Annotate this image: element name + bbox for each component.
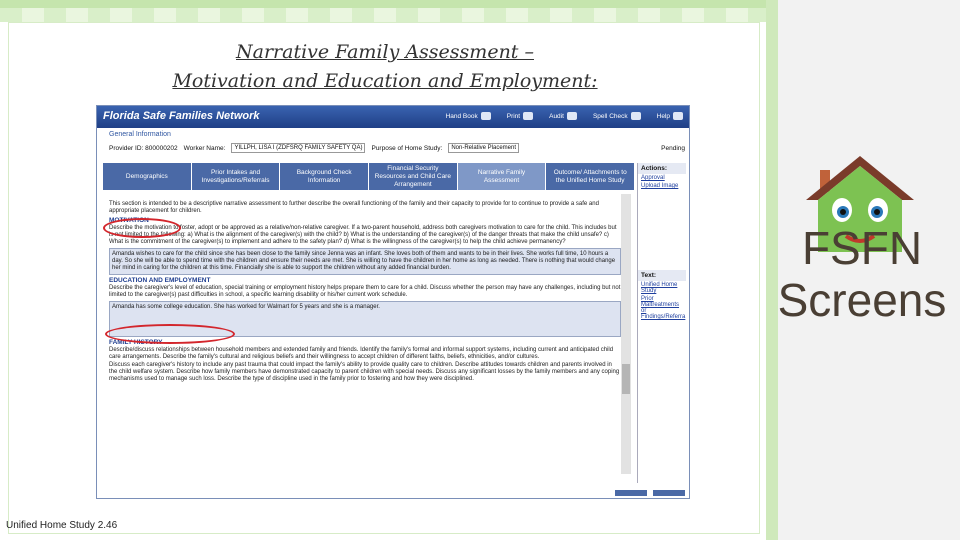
motivation-title: MOTIVATION xyxy=(109,217,149,224)
app-header xyxy=(97,106,689,128)
book-icon xyxy=(481,112,491,120)
tab-background-check[interactable]: Background Check Information xyxy=(280,163,369,190)
help-icon xyxy=(673,112,683,120)
app-toolbar xyxy=(446,112,683,120)
top-pattern xyxy=(0,8,766,22)
education-prompt: Describe the caregiver's level of education, special training or employment history helps prepare them to care for a child. Discuss whether the person may have any challenges, including but not limited to the caregiver(s) past difficulties in school, a specific learning disability or his/her current work schedule. xyxy=(109,285,621,298)
tab-bar xyxy=(103,163,635,190)
tab-demographics[interactable]: Demographics xyxy=(103,163,192,190)
status-text: Pending xyxy=(661,144,685,152)
top-border xyxy=(0,0,766,8)
purpose-select[interactable]: Non-Relative Placement xyxy=(448,143,519,153)
text-heading: Text: xyxy=(638,270,686,281)
toolbar-spell-check[interactable]: Spell Check xyxy=(593,112,641,120)
actions-heading: Actions: xyxy=(638,163,686,174)
slide-footer: Unified Home Study 2.46 xyxy=(6,520,118,531)
bottom-buttons xyxy=(615,490,685,496)
provider-id: Provider ID: 800000202 xyxy=(109,144,178,152)
toolbar-help[interactable]: Help xyxy=(657,112,683,120)
tab-outcome-attachments[interactable]: Outcome/ Attachments to the Unified Home Study xyxy=(546,163,635,190)
fsfn-app-screenshot xyxy=(96,105,690,499)
actions-panel xyxy=(637,163,686,483)
tab-narrative-family-assessment[interactable]: Narrative Family Assessment xyxy=(458,163,547,190)
fsfn-screens-label: FSFN Screens xyxy=(777,222,947,326)
scrollbar-thumb[interactable] xyxy=(622,364,630,394)
spell-check-icon xyxy=(631,112,641,120)
bottom-button-2[interactable] xyxy=(653,490,685,496)
education-answer-textarea[interactable]: Amanda has some college education. She has worked for Walmart for 5 years and she is a manager. xyxy=(109,301,621,337)
worker-label: Worker Name: xyxy=(183,144,226,152)
family-history-prompt: Describe/discuss relationships between household members and extended family and friends. Identify the family's formal and informal support systems, including current and anticipated child care arrangements. Describe the family's cultural and religious beliefs and their willingness to accept children of different faiths, beliefs, ethnicities, and/or cultures. xyxy=(109,347,614,360)
unified-home-study-link[interactable]: Unified Home Study xyxy=(641,282,678,294)
general-info-heading: General Information xyxy=(109,131,171,138)
app-brand: Florida Safe Families Network xyxy=(103,110,260,122)
general-info-row xyxy=(109,143,685,153)
toolbar-handbook[interactable]: Hand Book xyxy=(446,112,491,120)
toolbar-audit[interactable]: Audit xyxy=(549,112,577,120)
approval-link[interactable]: Approval xyxy=(641,175,665,181)
family-history-prompt-2: Discuss each caregiver's history to include any past trauma that could impact the family's ability to provide quality care to children. Describe attitudes towards children and parents involved in the child welfare system. Describe how family members have demonstrated capacity to parent children with special needs. Discuss any significant losses by the family members and any coping mechanisms used to manage such loss. Describe the type of discipline used in the family prior to fostering and how they were disciplined. xyxy=(109,362,620,382)
bottom-button-1[interactable] xyxy=(615,490,647,496)
motivation-answer-textarea[interactable]: Amanda wishes to care for the child since she has been close to the family since Jenna was an infant. She loves both of them and wants to be in their lives. She works full time, 10 hours a day. So she will be able to spend time with the children and ensure their needs are met. She is willing to have the children in her home as long as needed. There is nothing that would change her mind in caring for the children at this time. Financially she is able to support the children without any added financial burden. xyxy=(109,248,621,275)
toolbar-print[interactable]: Print xyxy=(507,112,533,120)
intro-text: This section is intended to be a descriptive narrative assessment to further describe the overall functioning of the family and their capacity to provide for to continue to provide a safe and appropriate placement for children. xyxy=(109,201,599,214)
printer-icon xyxy=(523,112,533,120)
content-scrollbar[interactable] xyxy=(621,194,631,474)
audit-icon xyxy=(567,112,577,120)
tab-financial-security[interactable]: Financial Security Resources and Child Care Arrangement xyxy=(369,163,458,190)
slide-title: Narrative Family Assessment – Motivation and Education and Employment: xyxy=(172,41,598,92)
education-title: EDUCATION AND EMPLOYMENT xyxy=(109,277,211,284)
motivation-highlight-oval xyxy=(103,218,181,238)
upload-image-link[interactable]: Upload Image xyxy=(641,183,679,189)
purpose-label: Purpose of Home Study: xyxy=(371,144,443,152)
tab-prior-intakes[interactable]: Prior Intakes and Investigations/Referrals xyxy=(192,163,281,190)
education-highlight-oval xyxy=(105,324,235,344)
worker-select[interactable]: YILLPH, LISA I (ZDFSRQ FAMILY SAFETY QA) xyxy=(231,143,365,153)
motivation-prompt: Describe the motivation to foster, adopt or be approved as a relative/non-relative caregiver. If a two-parent household, address both caregivers motivation to care for the child. This includes but is not limited to the following: a) What is the alignment of the caregiver(s) with the child? b) What is the understanding of the caregiver(s) of the danger threats that make the child unsafe? c) What is the commitment of the caregiver(s) to implement and adhere to the safety plan? d) What is the willingness of the caregiver(s) to help the child achieve permanency? xyxy=(109,225,617,245)
prior-maltreatments-link[interactable]: Prior Maltreatments or Findings/Referra xyxy=(641,296,686,320)
family-history-title: FAMILY HISTORY xyxy=(109,339,163,346)
